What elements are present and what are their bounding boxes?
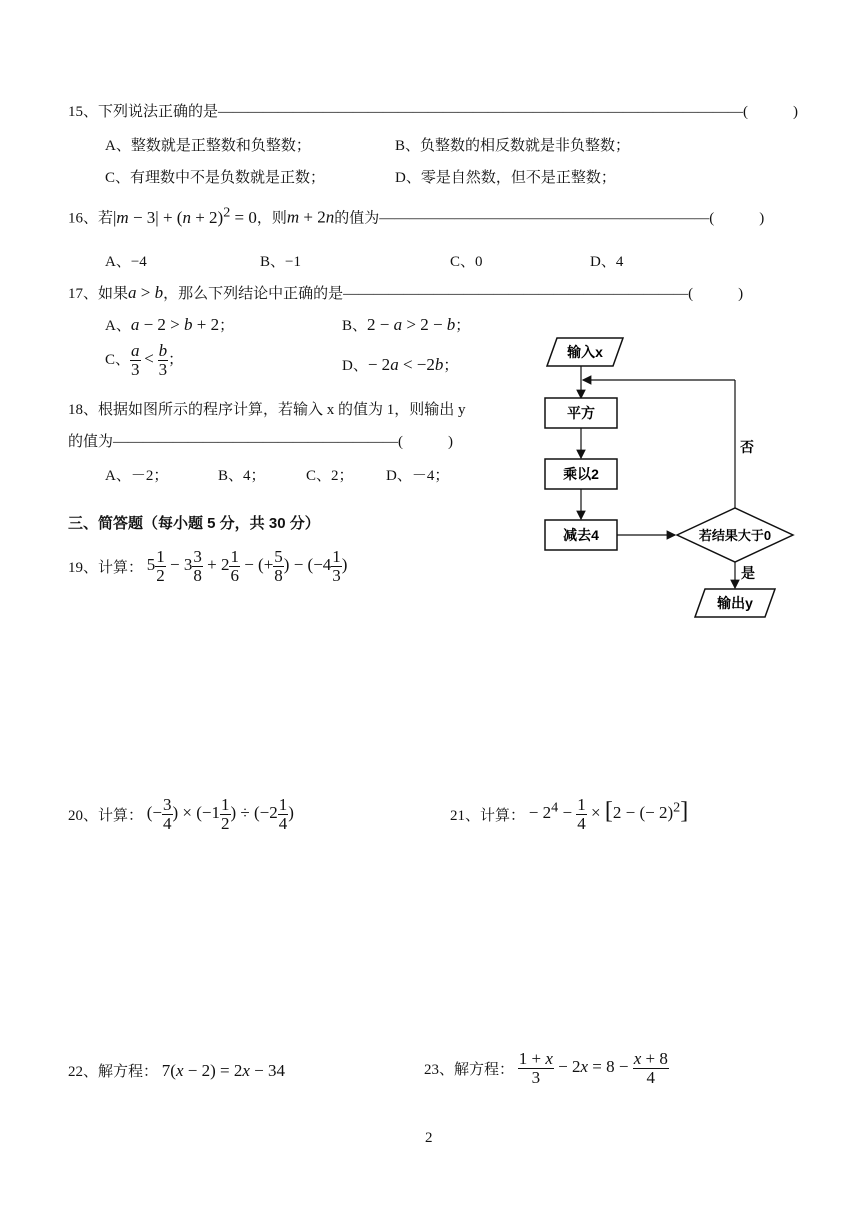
q17-option-c: C、 $\frac{a}{3}$ < $\frac{b}{3}$ ； [105,341,184,379]
section3-title: 三、简答题（每小题 5 分，共 30 分） [68,515,320,532]
flow-input-label: 输入x [567,344,603,360]
q21-label: 21、计算： [450,807,526,824]
flow-step-subtract-label: 减去4 [563,527,599,543]
q17-condition: a > b [128,283,164,302]
q20-expression: (− $\frac{3}{4}$ ) × (−1 $\frac{1}{2}$ ) ÷ (−2 $\frac{1}{4}$ ) [146,795,294,833]
q22 [68,1060,285,1081]
q17-option-a: A、a − 2 > b + 2； [105,315,235,334]
q20-label: 20、计算： [68,807,144,824]
flowchart [535,330,805,625]
q19 [68,548,347,585]
q18-line2: 的值为———————————————————( ) [68,434,453,450]
flow-step-multiply-label: 乘以2 [563,466,599,482]
q23 [424,1050,669,1087]
q19-expression: 5 $\frac{1}{2}$ − 3 $\frac{3}{8}$ + 2 $\frac{1}{6}$ − (+ $\frac{5}{8}$ ) − (−4 $\frac{1}{3}$ ) [146,547,348,585]
q15-option-a: A、整数就是正整数和负整数； [105,138,311,154]
q18-line1: 18、根据如图所示的程序计算，若输入 x 的值为 1，则输出 y [68,402,466,418]
q15-stem: 15、下列说法正确的是———————————————————————————————————( ) [68,104,798,120]
q17-stem: 17、如果a > b，那么下列结论中正确的是———————————————————————( ) [68,283,744,302]
q21 [450,796,688,833]
q16-stem: 16、若$|m - 3| + (n + 2)^2 = 0$，则m + 2n的值为——————————————————————( ) [68,204,765,227]
q21-expression: − $2^4$ − $\frac{1}{4}$ × [2 − (− 2)$^2$] [528,795,689,833]
flow-decision-label: 若结果大于0 [698,528,772,543]
q22-label: 22、解方程： [68,1064,159,1080]
q15-option-b: B、负整数的相反数就是非负整数； [395,138,631,154]
flow-step-square-label: 平方 [567,405,595,421]
q18-option-c: C、2； [306,468,354,484]
flow-yes-label: 是 [741,565,755,581]
q17-option-b: B、2 − a > 2 − b； [342,315,471,334]
q18-option-a: A、－2； [105,468,169,484]
flow-output-label: 输出y [717,595,753,611]
q16-expression: m + 2n [286,207,335,227]
q23-label: 23、解方程： [424,1061,515,1078]
q19-label: 19、计算： [68,559,144,576]
q16-option-a: A、−4 [105,254,147,270]
q20 [68,796,294,833]
q16-option-c: C、0 [450,254,483,270]
q15-option-c: C、有理数中不是负数就是正数； [105,170,326,186]
q23-equation: $\frac{1 + x}{3}$ − 2x = 8 − $\frac{x + 8}{4}$ [518,1049,668,1087]
q22-equation: 7(x − 2) = 2x − 34 [161,1061,285,1080]
flow-no-label: 否 [740,439,754,455]
page-number: 2 [425,1130,433,1146]
q18-option-d: D、－4； [386,468,450,484]
q17-option-d: D、− 2a < −2b； [342,355,459,374]
q15-option-d: D、零是自然数，但不是正整数； [395,170,616,186]
q16-option-b: B、−1 [260,254,301,270]
q18-option-b: B、4； [218,468,266,484]
q16-option-d: D、4 [590,254,624,270]
q16-equation: $|m - 3| + (n + 2)^2 = 0$ [113,204,257,227]
